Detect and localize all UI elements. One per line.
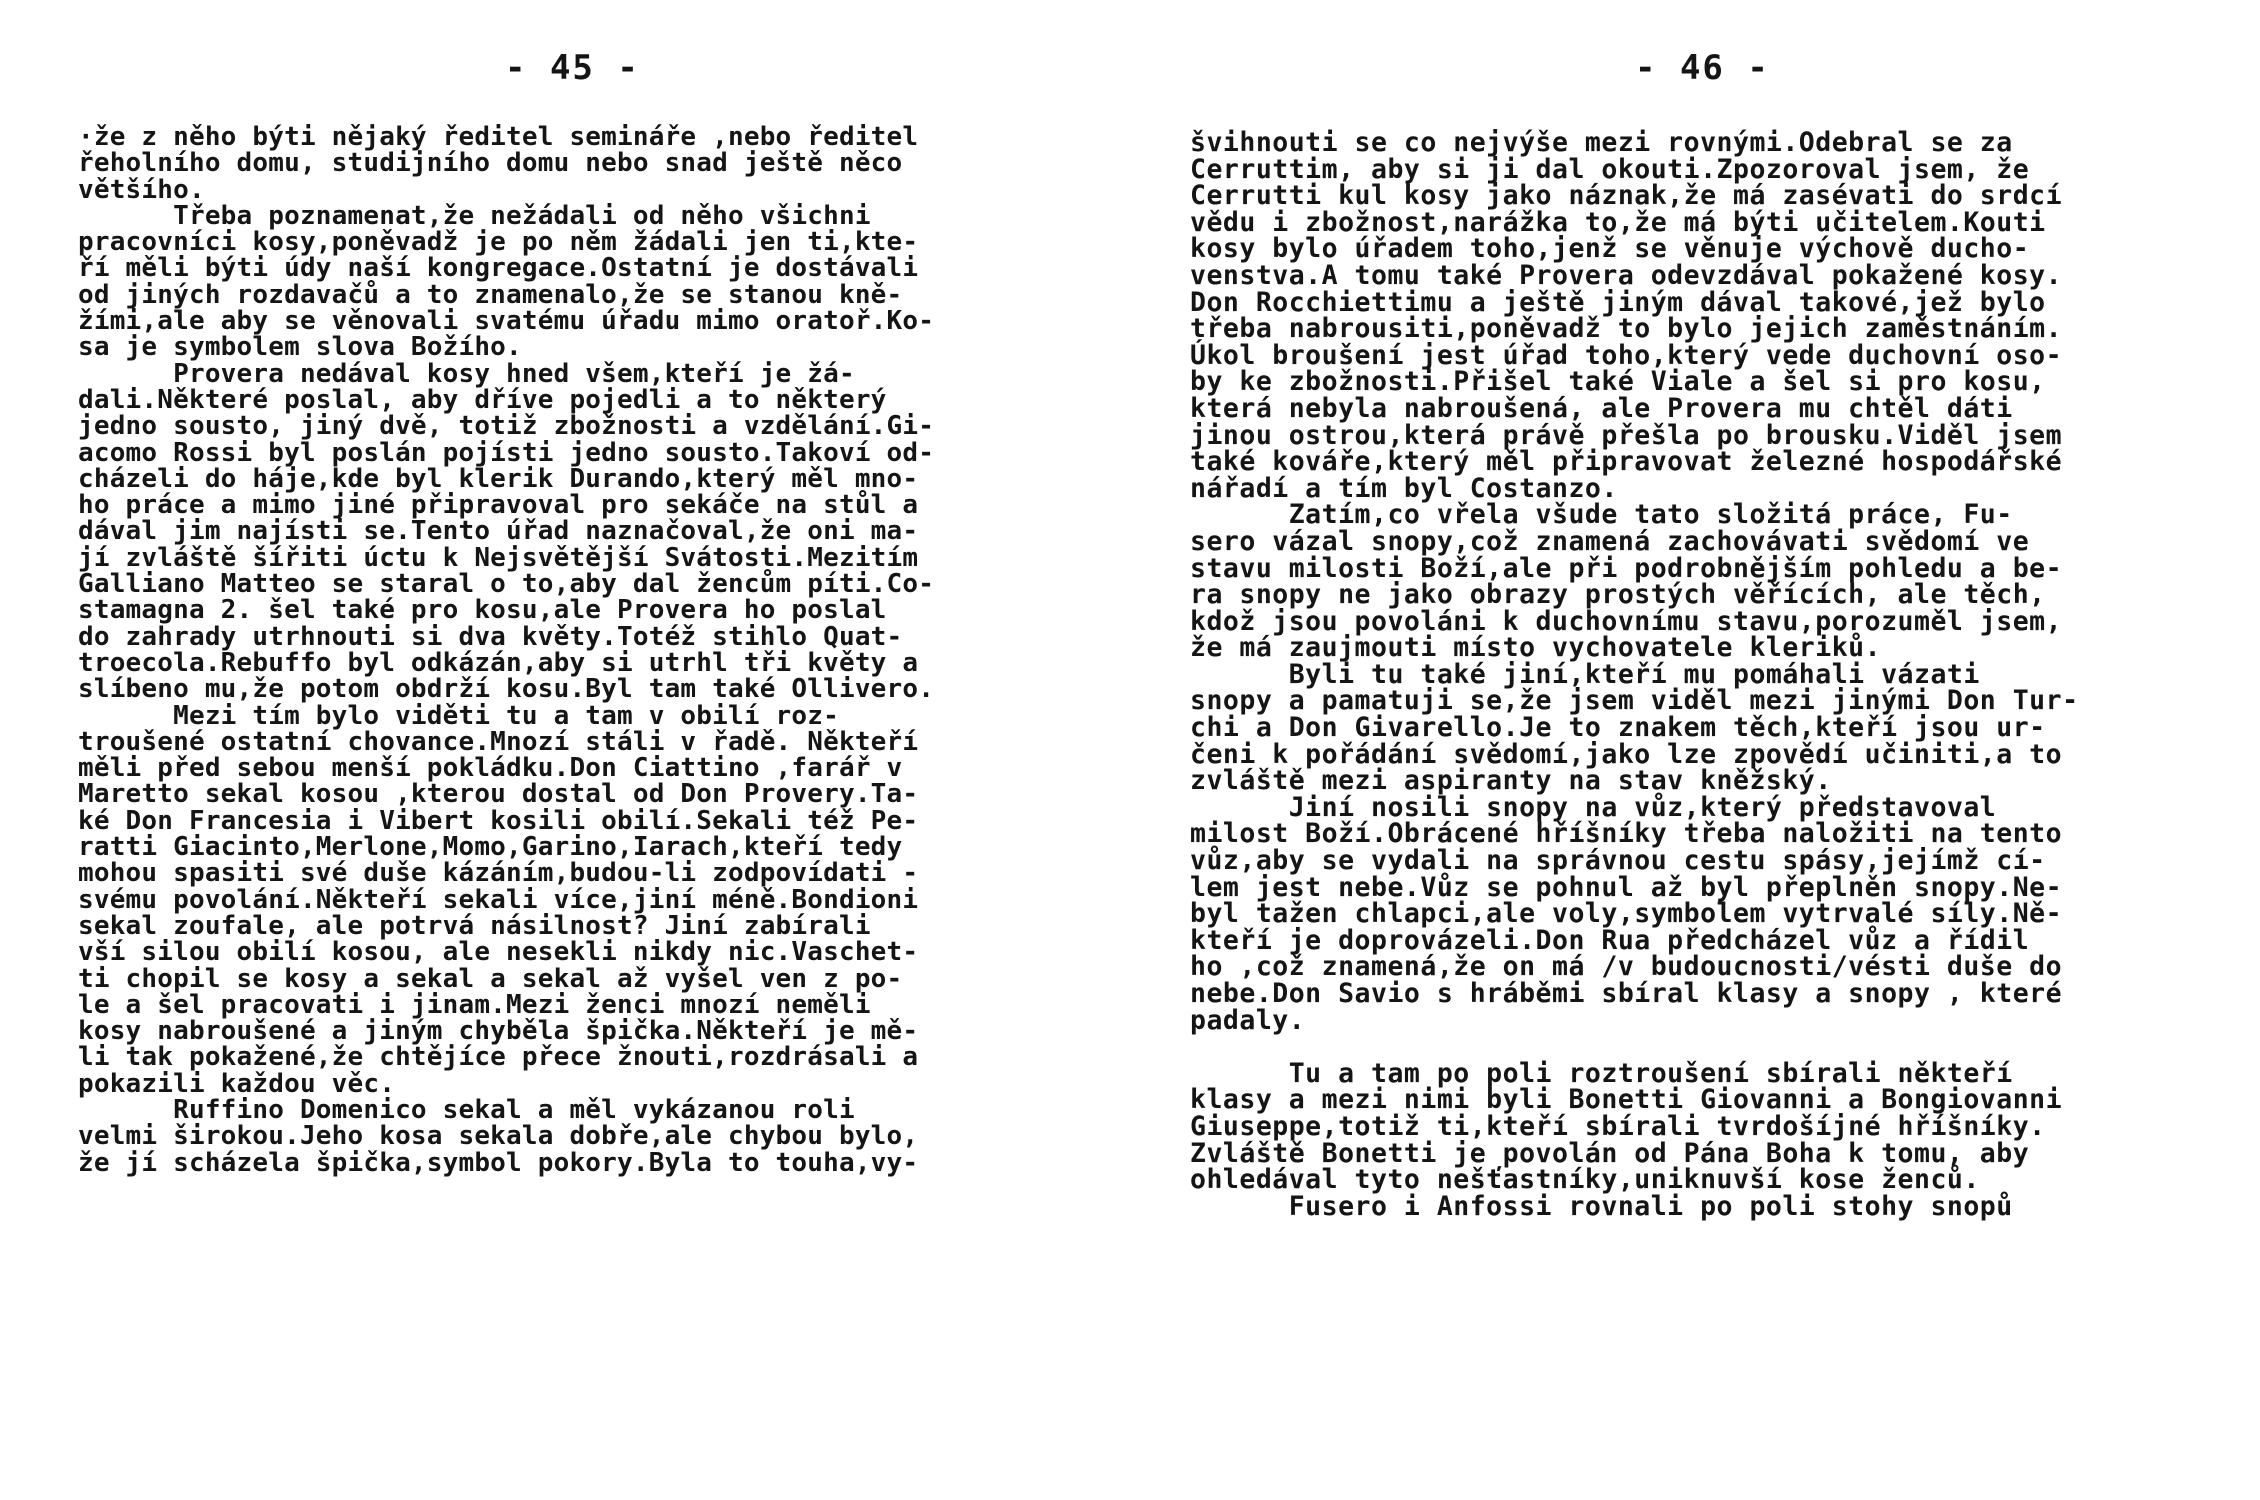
text-line: Galliano Matteo se staral o to,aby dal žencům píti.Co- — [78, 569, 935, 600]
text-line: le a šel pracovati i jinam.Mezi ženci mnozí neměli — [78, 989, 871, 1020]
text-line: ra snopy ne jako obrazy prostých věřících, ale těch, — [1190, 579, 2046, 611]
text-line: Mezi tím bylo viděti tu a tam v obilí roz- — [78, 700, 839, 731]
text-line: svému povolání.Někteří sekali více,jiní méně.Bondioni — [78, 884, 919, 915]
text-line: ří měli býti údy naší kongregace.Ostatní je dostávali — [78, 253, 919, 284]
text-line: kosy bylo úřadem toho,jenž se věnuje výchově ducho- — [1190, 233, 2030, 265]
text-line: mohou spasiti své duše kázáním,budou-li zodpovídati - — [78, 858, 919, 889]
text-line: li tak pokažené,že chtějíce přece žnouti,rozdrásali a — [78, 1042, 919, 1073]
page-text — [1190, 127, 2079, 1222]
text-line: Don Rocchiettimu a ještě jiným dával takové,jež bylo — [1190, 286, 2046, 318]
text-line: Maretto sekal kosou ,kterou dostal od Don Provery.Ta- — [78, 779, 919, 810]
text-line: chi a Don Givarello.Je to znakem těch,kteří jsou ur- — [1190, 712, 2046, 744]
text-line: ohledával tyto nešťastníky,uniknuvší kose ženců. — [1190, 1164, 1980, 1196]
text-line: ti chopil se kosy a sekal a sekal až vyšel ven z po- — [78, 963, 903, 994]
text-line: pracovníci kosy,poněvadž je po něm žádali jen ti,kte- — [78, 227, 919, 258]
text-line: troecola.Rebuffo byl odkázán,aby si utrhl tři květy a — [78, 647, 919, 678]
text-line: Úkol broušení jest úřad toho,který vede duchovní oso- — [1190, 339, 2063, 371]
page-number: - 45 - — [505, 48, 640, 88]
text-line: byl tažen chlapci,ale voly,symbolem vytrvalé síly.Ně- — [1190, 898, 2063, 930]
text-line: kdož jsou povoláni k duchovnímu stavu,porozuměl jsem, — [1190, 605, 2063, 637]
text-line: snopy a pamatuji se,že jsem viděl mezi jinými Don Tur- — [1190, 685, 2079, 717]
text-line: klasy a mezi nimi byli Bonetti Giovanni a Bongiovanni — [1190, 1084, 2063, 1116]
text-line: Fusero i Anfossi rovnali po poli stohy snopů — [1190, 1190, 2013, 1222]
text-line: stamagna 2. šel také pro kosu,ale Provera ho poslal — [78, 595, 887, 626]
text-line: acomo Rossi byl poslán pojísti jedno sousto.Takoví od- — [78, 437, 935, 468]
text-line: milost Boží.Obrácené hříšníky třeba naložiti na tento — [1190, 818, 2063, 850]
text-line: sero vázal snopy,což znamená zachovávati svědomí ve — [1190, 525, 2030, 557]
text-line: Zatím,co vřela všude tato složitá práce, Fu- — [1190, 499, 2013, 531]
text-line: do zahrady utrhnouti si dva květy.Totéž stihlo Quat- — [78, 621, 903, 652]
text-line: by ke zbožnosti.Přišel také Viale a šel si pro kosu, — [1190, 366, 2046, 398]
text-line: Jiní nosili snopy na vůz,který představoval — [1190, 791, 1997, 823]
text-line: Cerrutti kul kosy jako náznak,že má zasévati do srdcí — [1190, 180, 2063, 212]
text-line: pokazili každou věc. — [78, 1068, 396, 1099]
text-line: Provera nedával kosy hned všem,kteří je žá- — [78, 358, 855, 389]
text-line: sa je symbolem slova Božího. — [78, 332, 522, 363]
text-line: velmi širokou.Jeho kosa sekala dobře,ale chybou bylo, — [78, 1121, 919, 1152]
text-line: od jiných rozdavačů a to znamenalo,že se stanou kně- — [78, 279, 903, 310]
text-line: padaly. — [1190, 1004, 1306, 1036]
text-line: jí zvláště šířiti úctu k Nejsvětější Svátosti.Mezitím — [78, 542, 919, 573]
text-line: jinou ostrou,která právě přešla po brousku.Viděl jsem — [1190, 419, 2063, 451]
text-line: vší silou obilí kosou, ale nesekli nikdy nic.Vaschet- — [78, 937, 919, 968]
text-line: Třeba poznamenat,že nežádali od něho všichni — [78, 200, 871, 231]
text-line: ·že z něho býti nějaký ředitel semináře ,nebo ředitel — [78, 122, 919, 152]
text-line: většího. — [78, 174, 205, 205]
text-line: nebe.Don Savio s hráběmi sbíral klasy a snopy , které — [1190, 978, 2063, 1009]
page-number: - 46 - — [1635, 48, 1770, 88]
text-line: vůz,aby se vydali na správnou cestu spásy,jejímž cí- — [1190, 845, 2046, 877]
text-line: kosy nabroušené a jiným chyběla špička.Někteří je mě- — [78, 1016, 919, 1047]
text-line: venstva.A tomu také Provera odevzdával pokažené kosy. — [1190, 259, 2063, 291]
text-line: cházeli do háje,kde byl klerik Durando,který měl mno- — [78, 463, 919, 494]
text-line: Tu a tam po poli roztroušení sbírali někteří — [1190, 1057, 2013, 1089]
text-line: jedno sousto, jiný dvě, totiž zbožnosti a vzdělání.Gi- — [78, 411, 935, 442]
text-line: nářadí a tím byl Costanzo. — [1190, 472, 1618, 504]
text-line: Giuseppe,totiž ti,kteří sbírali tvrdošíjné hříšníky. — [1190, 1110, 2046, 1142]
text-line: stavu milosti Boží,ale při podrobnějším pohledu a be- — [1190, 552, 2063, 584]
text-line: řeholního domu, studijního domu nebo snad ještě něco — [78, 148, 903, 179]
text-line: že má zaujmouti místo vychovatele kleriků. — [1190, 632, 1882, 664]
text-line: Zvláště Bonetti je povolán od Pána Boha k tomu, aby — [1190, 1137, 2030, 1169]
text-line: zvláště mezi aspiranty na stav kněžský. — [1190, 765, 1832, 797]
text-line: ké Don Francesia i Vibert kosili obilí.Sekali též Pe- — [78, 805, 919, 836]
text-line: Byli tu také jiní,kteří mu pomáhali vázati — [1190, 658, 1980, 690]
text-line: dali.Některé poslal, aby dříve pojedli a to některý — [78, 384, 887, 415]
text-line: žími,ale aby se věnovali svatému úřadu mimo oratoř.Ko- — [78, 306, 935, 337]
text-line: čeni k pořádání svědomí,jako lze zpovědí učiniti,a to — [1190, 738, 2063, 770]
text-line: která nebyla nabroušená, ale Provera mu chtěl dáti — [1190, 392, 2013, 424]
text-line: dával jim najísti se.Tento úřad naznačoval,že oni ma- — [78, 516, 919, 547]
text-line — [1190, 1034, 2079, 1061]
text-line: Ruffino Domenico sekal a měl vykázanou roli — [78, 1094, 855, 1125]
text-line: sekal zoufale, ale potrvá násilnost? Jiní zabírali — [78, 910, 871, 941]
page-text — [78, 124, 934, 1176]
text-line: lem jest nebe.Vůz se pohnul až byl přeplněn snopy.Ne- — [1190, 871, 2063, 903]
text-line: že jí scházela špička,symbol pokory.Byla to touha,vy- — [78, 1147, 919, 1178]
text-line: troušené ostatní chovance.Mnozí stáli v řadě. Někteří — [78, 726, 919, 757]
text-line: ho ,což znamená,že on má /v budoucnosti/vésti duše do — [1190, 951, 2063, 983]
text-line: slíbeno mu,že potom obdrží kosu.Byl tam také Ollivero. — [78, 674, 935, 705]
text-line: kteří je doprovázeli.Don Rua předcházel vůz a řídil — [1190, 924, 2030, 956]
text-line: vědu i zbožnost,narážka to,že má býti učitelem.Kouti — [1190, 206, 2046, 238]
text-line: ratti Giacinto,Merlone,Momo,Garino,Iarach,kteří tedy — [78, 832, 903, 863]
text-line: Cerruttim, aby si ji dal okouti.Zpozoroval jsem, že — [1190, 153, 2030, 185]
text-line: švihnouti se co nejvýše mezi rovnými.Odebral se za — [1190, 127, 2013, 158]
text-line: také kováře,který měl připravovat železné hospodářské — [1190, 446, 2063, 478]
right-page — [1130, 0, 2260, 1500]
text-line: měli před sebou menší pokládku.Don Ciattino ,farář v — [78, 753, 903, 784]
text-line: třeba nabrousiti,poněvadž to bylo jejich zaměstnáním. — [1190, 313, 2063, 345]
text-line: ho práce a mimo jiné připravoval pro sekáče na stůl a — [78, 490, 919, 521]
